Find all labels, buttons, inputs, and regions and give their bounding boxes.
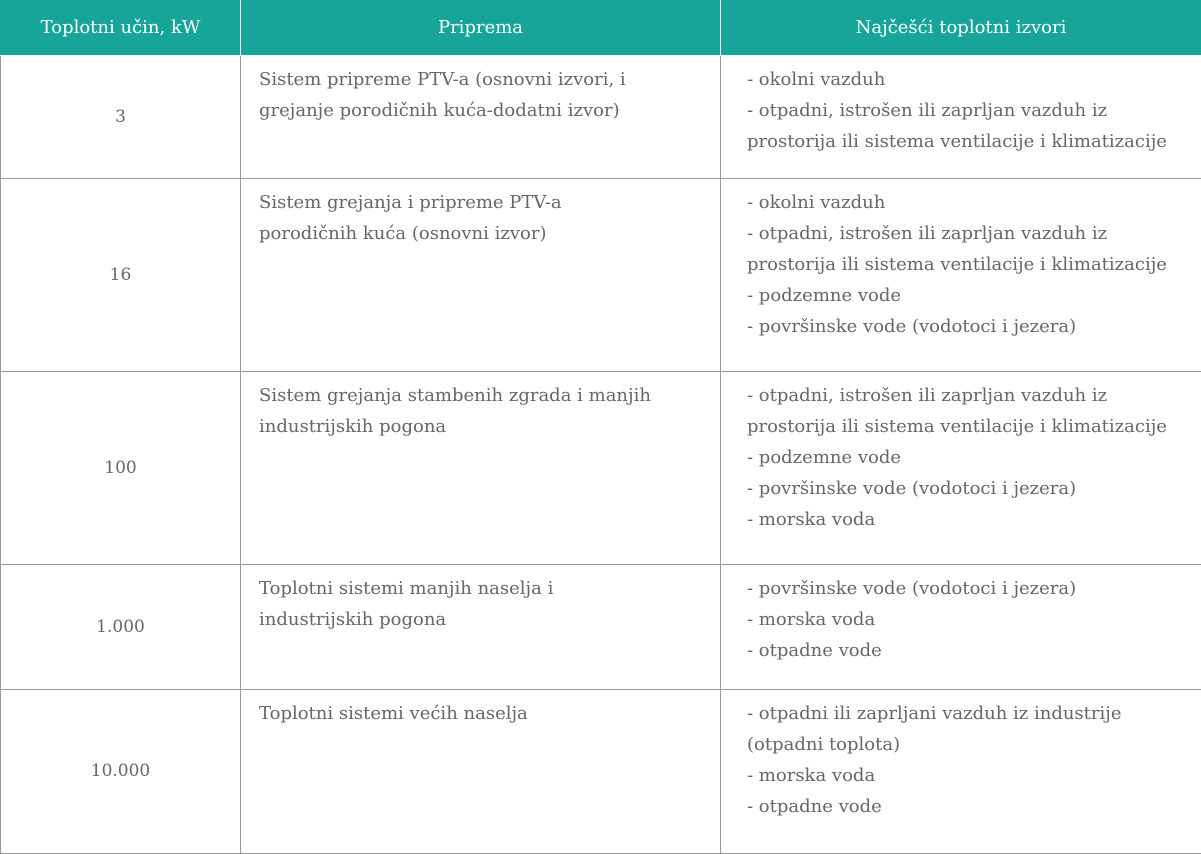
source-line: - morska voda	[747, 604, 1195, 635]
table-header	[1, 0, 1201, 56]
source-line: prostorija ili sistema ventilacije i klimatizacije	[747, 126, 1195, 157]
source-line: prostorija ili sistema ventilacije i klimatizacije	[747, 249, 1195, 280]
preparation-line: grejanje porodičnih kuća-dodatni izvor)	[259, 95, 710, 126]
preparation-cell	[241, 372, 721, 565]
power-cell: 1.000	[1, 565, 241, 690]
header-preparation: Priprema	[241, 0, 721, 56]
source-line: - otpadne vode	[747, 791, 1195, 822]
preparation-cell	[241, 565, 721, 690]
source-line: - površinske vode (vodotoci i jezera)	[747, 573, 1195, 604]
table-row	[1, 56, 1201, 179]
preparation-line: Toplotni sistemi većih naselja	[259, 698, 710, 729]
header-row	[1, 0, 1201, 56]
preparation-cell	[241, 56, 721, 179]
source-line: - morska voda	[747, 504, 1195, 535]
source-line: - podzemne vode	[747, 280, 1195, 311]
source-line: prostorija ili sistema ventilacije i klimatizacije	[747, 411, 1195, 442]
power-cell: 10.000	[1, 690, 241, 854]
source-line: - otpadni ili zaprljani vazduh iz industrije	[747, 698, 1195, 729]
preparation-line: Toplotni sistemi manjih naselja i	[259, 573, 710, 604]
preparation-cell	[241, 690, 721, 854]
power-cell: 16	[1, 179, 241, 372]
sources-cell	[721, 690, 1201, 854]
preparation-line: Sistem grejanja i pripreme PTV-a	[259, 187, 710, 218]
table-row	[1, 690, 1201, 854]
source-line: (otpadni toplota)	[747, 729, 1195, 760]
sources-cell	[721, 372, 1201, 565]
preparation-cell	[241, 179, 721, 372]
preparation-line: Sistem pripreme PTV-a (osnovni izvori, i	[259, 64, 710, 95]
source-line: - morska voda	[747, 760, 1195, 791]
source-line: - površinske vode (vodotoci i jezera)	[747, 473, 1195, 504]
source-line: - otpadni, istrošen ili zaprljan vazduh iz	[747, 380, 1195, 411]
preparation-line: industrijskih pogona	[259, 604, 710, 635]
source-line: - površinske vode (vodotoci i jezera)	[747, 311, 1195, 342]
source-line: - otpadne vode	[747, 635, 1195, 666]
sources-cell	[721, 565, 1201, 690]
table-row	[1, 565, 1201, 690]
table-body	[1, 56, 1201, 854]
preparation-line: Sistem grejanja stambenih zgrada i manjih	[259, 380, 710, 411]
preparation-line: porodičnih kuća (osnovni izvor)	[259, 218, 710, 249]
source-line: - otpadni, istrošen ili zaprljan vazduh iz	[747, 218, 1195, 249]
preparation-line: industrijskih pogona	[259, 411, 710, 442]
source-line: - otpadni, istrošen ili zaprljan vazduh iz	[747, 95, 1195, 126]
header-power: Toplotni učin, kW	[1, 0, 241, 56]
sources-cell	[721, 56, 1201, 179]
source-line: - okolni vazduh	[747, 187, 1195, 218]
power-cell: 3	[1, 56, 241, 179]
source-line: - okolni vazduh	[747, 64, 1195, 95]
table-row	[1, 372, 1201, 565]
power-cell: 100	[1, 372, 241, 565]
source-line: - podzemne vode	[747, 442, 1195, 473]
table-row	[1, 179, 1201, 372]
header-sources: Najčešći toplotni izvori	[721, 0, 1201, 56]
sources-cell	[721, 179, 1201, 372]
